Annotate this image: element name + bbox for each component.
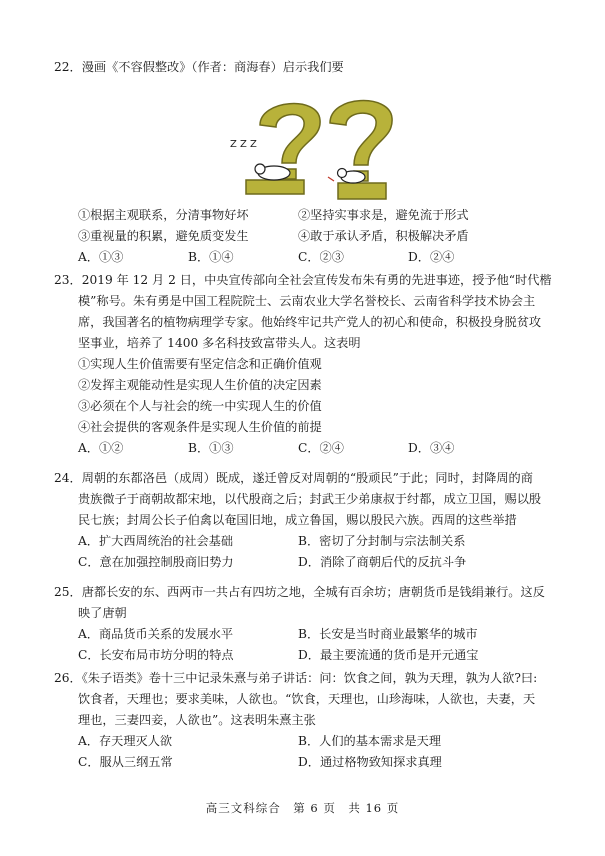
q24-choice-d[interactable]: D．消除了商朝后代的反抗斗争 [298,555,467,569]
q22-item-4: ④敢于承认矛盾，积极解决矛盾 [298,229,469,243]
question-23 [54,270,574,459]
q22-choice-c[interactable]: C．②③ [298,250,344,264]
q23-line-1: 23．2019 年 12 月 2 日，中央宣传部向全社会宣传发布朱有勇的先进事迹，授予他“时代楷 [54,273,552,287]
sleep-zzz: Z Z Z [230,139,257,150]
question-24 [54,468,574,573]
question-26 [54,668,574,773]
q25-choice-b[interactable]: B．长安是当时商业最繁华的城市 [298,627,478,641]
q23-line-3: 席，我国著名的植物病理学专家。他始终牢记共产党人的初心和使命，积极投身脱贫攻 [78,315,542,329]
q24-line-3: 民七族；封周公长子伯禽以奄国旧地，成立鲁国，赐以殷民六族。西周的这些举措 [78,513,517,527]
q22-item-1: ①根据主观联系，分清事物好坏 [78,208,249,222]
q24-line-1: 24．周朝的东都洛邑（成周）既成，遂迁曾反对周朝的“殷顽民”于此；同时，封降周的商 [54,471,533,485]
q22-choice-d[interactable]: D．②④ [408,250,455,264]
right-question-mark [330,101,392,165]
q24-choice-b[interactable]: B．密切了分封制与宗法制关系 [298,534,466,548]
q22-choice-a[interactable]: A．①③ [78,250,124,264]
q22-choice-b[interactable]: B．①④ [188,250,234,264]
q25-line-2: 映了唐朝 [78,606,127,620]
q25-choice-c[interactable]: C．长安布局市坊分明的特点 [78,648,234,662]
q24-choice-c[interactable]: C．意在加强控制殷商旧势力 [78,555,234,569]
q26-line-3: 理也，三妻四妾，人欲也”。这表明朱熹主张 [78,713,316,727]
q23-choice-d[interactable]: D．③④ [408,441,455,455]
q23-line-4: 坚事业，培养了 1400 多名科技致富带头人。这表明 [78,336,361,350]
q26-choice-d[interactable]: D．通过格物致知探求真理 [298,755,442,769]
q23-item-2: ②发挥主观能动性是实现人生价值的决定因素 [78,378,322,392]
page-footer: 高三文科综合 第 6 页 共 16 页 [205,801,400,815]
q23-choice-b[interactable]: B．①③ [188,441,234,455]
q26-choice-b[interactable]: B．人们的基本需求是天理 [298,734,442,748]
q23-item-4: ④社会提供的客观条件是实现人生价值的前提 [78,420,322,434]
right-platform [338,183,386,199]
q24-choice-a[interactable]: A．扩大西周统治的社会基础 [78,534,234,548]
q23-choice-a[interactable]: A．①② [78,441,124,455]
q23-item-1: ①实现人生价值需要有坚定信念和正确价值观 [78,357,322,371]
q25-line-1: 25．唐都长安的东、西两市一共占有四坊之地，全城有百余坊；唐朝货币是钱绢兼行。这反 [54,585,545,599]
q26-line-1: 26．《朱子语类》卷十三中记录朱熹与弟子讲话：问：饮食之间，孰为天理，孰为人欲?曰: [54,671,538,685]
q26-choice-c[interactable]: C．服从三纲五常 [78,755,173,769]
question-25 [54,582,574,666]
cartoon-image [230,85,398,205]
q22-stem: 22．漫画《不容假整改》（作者：商海春）启示我们要 [54,60,344,74]
q22-item-3: ③重视量的积累，避免质变发生 [78,229,249,243]
q25-choice-a[interactable]: A．商品货币关系的发展水平 [78,627,234,641]
question-22-items [54,205,574,268]
left-question-mark [260,104,320,163]
q25-choice-d[interactable]: D．最主要流通的货币是开元通宝 [298,648,479,662]
q26-line-2: 饮食者，天理也；要求美味，人欲也。“饮食，天理也，山珍海味，人欲也，夫妻，天 [78,692,536,706]
q22-item-2: ②坚持实事求是，避免流于形式 [298,208,469,222]
q24-line-2: 贵族微子于商朝故都宋地，以代殷商之后；封武王少弟康叔于纣都，成立卫国，赐以殷 [78,492,542,506]
q23-line-2: 模”称号。朱有勇是中国工程院院士、云南农业大学名誉校长、云南省科学技术协会主 [78,294,536,308]
q23-choice-c[interactable]: C．②④ [298,441,344,455]
q26-choice-a[interactable]: A．存天理灭人欲 [78,734,173,748]
left-platform [246,180,304,194]
question-22 [54,57,574,78]
q23-item-3: ③必须在个人与社会的统一中实现人生的价值 [78,399,322,413]
